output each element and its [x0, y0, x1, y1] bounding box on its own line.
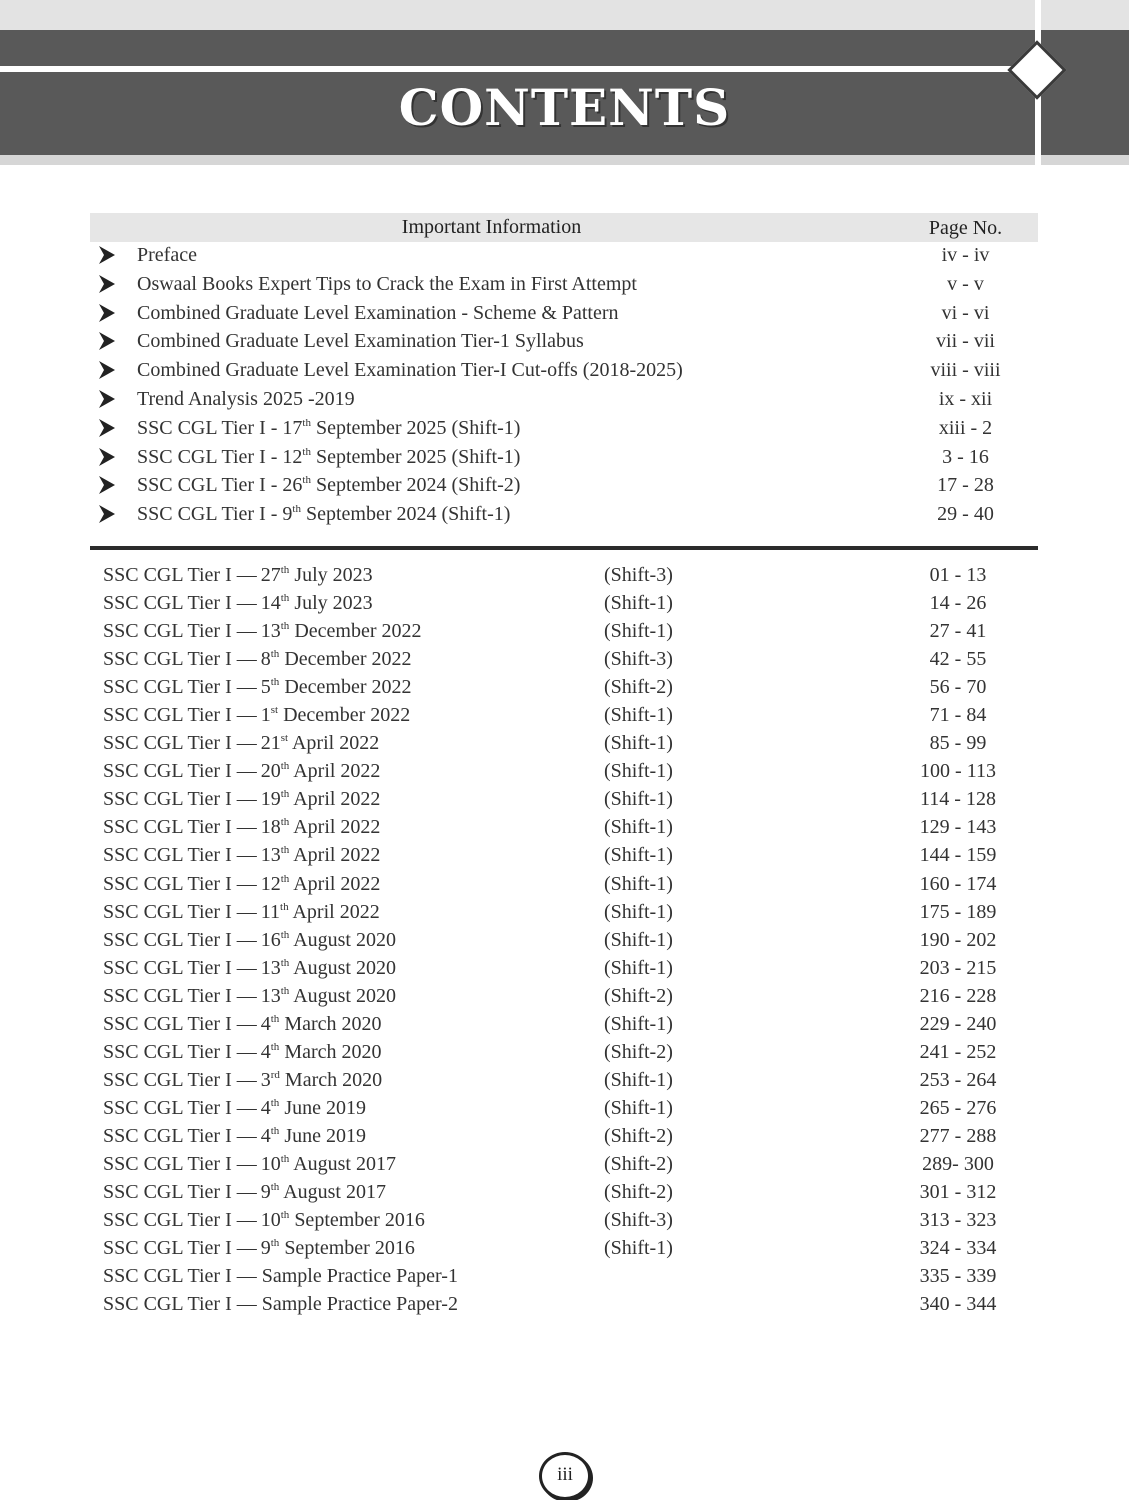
paper-row[interactable]	[90, 815, 1038, 843]
paper-pages: 114 - 128	[920, 788, 996, 811]
paper-row[interactable]	[90, 563, 1038, 591]
paper-shift: (Shift-1)	[604, 928, 673, 951]
ordinal-suffix: th	[280, 956, 290, 969]
paper-day: 4	[260, 1124, 271, 1147]
paper-date	[261, 1237, 415, 1260]
paper-row[interactable]	[90, 1124, 1038, 1152]
info-item-text-post: September 2024 (Shift-2)	[310, 474, 521, 497]
paper-date	[261, 1153, 396, 1176]
ordinal-suffix: th	[270, 676, 280, 689]
ordinal-suffix: th	[280, 592, 290, 605]
paper-title: SSC CGL Tier I —	[103, 1096, 257, 1119]
paper-title: SSC CGL Tier I —	[103, 928, 257, 951]
paper-row[interactable]	[90, 1040, 1038, 1068]
info-item-label	[137, 474, 520, 497]
paper-shift: (Shift-1)	[604, 1012, 673, 1035]
paper-day: 10	[260, 1152, 281, 1175]
paper-title: SSC CGL Tier I —	[103, 900, 257, 923]
paper-title: SSC CGL Tier I —	[103, 1012, 257, 1035]
info-item-pages: vi - vi	[941, 301, 990, 324]
paper-pages: 277 - 288	[919, 1124, 997, 1147]
paper-pages: 27 - 41	[929, 620, 987, 643]
paper-month-year: April 2022	[288, 732, 380, 755]
paper-date	[261, 1181, 386, 1204]
paper-pages: 175 - 189	[919, 900, 997, 923]
info-header-label: Important Information	[401, 216, 582, 238]
paper-month-year: April 2022	[289, 816, 381, 839]
ordinal-suffix: st	[280, 732, 289, 745]
info-item-label	[137, 244, 197, 267]
info-item-pages: 29 - 40	[937, 503, 994, 526]
paper-title: SSC CGL Tier I —	[103, 564, 257, 586]
paper-month-year: September 2016	[289, 1209, 425, 1232]
paper-pages: 241 - 252	[919, 1040, 997, 1063]
paper-shift: (Shift-3)	[604, 648, 673, 671]
info-item-text-post: September 2025 (Shift-1)	[310, 416, 521, 439]
paper-month-year: July 2023	[289, 592, 373, 615]
info-row[interactable]	[90, 358, 1038, 387]
paper-date	[261, 620, 422, 643]
paper-row[interactable]	[90, 1096, 1038, 1124]
paper-day: 27	[260, 564, 281, 586]
info-item-text: Combined Graduate Level Examination - Scheme & Pattern	[137, 301, 619, 324]
paper-day: 20	[260, 760, 281, 783]
paper-month-year: December 2022	[279, 676, 412, 699]
paper-pages: 100 - 113	[920, 760, 996, 783]
paper-month-year: June 2019	[279, 1096, 366, 1119]
paper-row[interactable]	[90, 703, 1038, 731]
arrow-bullet-icon	[98, 474, 116, 496]
paper-month-year: March 2020	[279, 1012, 382, 1035]
header-top-strip	[0, 0, 1129, 30]
info-item-text: Preface	[137, 244, 197, 266]
paper-row[interactable]	[90, 900, 1038, 928]
paper-date	[261, 1013, 382, 1036]
header-base-strip	[0, 155, 1035, 165]
info-item-text-post: September 2025 (Shift-1)	[310, 445, 521, 468]
info-item-text: Oswaal Books Expert Tips to Crack the Exam in First Attempt	[137, 272, 637, 295]
paper-title: SSC CGL Tier I —	[103, 956, 257, 979]
paper-month-year: December 2022	[279, 648, 412, 671]
info-item-text: Combined Graduate Level Examination Tier-I Cut-offs (2018-2025)	[137, 359, 683, 382]
paper-row[interactable]	[90, 647, 1038, 675]
paper-pages: 301 - 312	[919, 1181, 997, 1204]
paper-shift: (Shift-1)	[604, 844, 673, 867]
paper-date	[261, 676, 412, 699]
info-table-header	[90, 213, 1038, 242]
paper-row[interactable]	[90, 1152, 1038, 1180]
info-item-pages: iv - iv	[941, 244, 990, 266]
side-bar-bottom	[1041, 155, 1129, 165]
ordinal-suffix: th	[280, 1152, 290, 1165]
arrow-bullet-icon	[98, 330, 116, 352]
arrow-bullet-icon	[98, 503, 116, 525]
paper-row[interactable]	[90, 759, 1038, 787]
paper-month-year: August 2017	[279, 1181, 386, 1204]
paper-month-year: August 2017	[289, 1152, 396, 1175]
side-bar-top	[1041, 0, 1129, 30]
ordinal-suffix: th	[270, 1181, 280, 1194]
ordinal-suffix: th	[270, 1040, 280, 1053]
paper-pages: 289- 300	[922, 1152, 994, 1175]
paper-month-year: August 2020	[289, 928, 396, 951]
page-number-badge: iii	[539, 1452, 591, 1500]
arrow-bullet-icon	[98, 417, 116, 439]
arrow-bullet-icon	[98, 302, 116, 324]
paper-pages: 14 - 26	[929, 592, 987, 615]
info-item-label	[137, 302, 619, 325]
paper-day: 3	[260, 1068, 271, 1091]
paper-day: 16	[260, 928, 281, 951]
paper-month-year: April 2022	[289, 788, 381, 811]
paper-day: 4	[260, 1040, 271, 1063]
info-row[interactable]	[90, 272, 1038, 301]
paper-row[interactable]	[90, 787, 1038, 815]
paper-date	[261, 1041, 382, 1064]
paper-day: 9	[260, 1237, 271, 1260]
info-item-text-pre: SSC CGL Tier I - 26	[137, 474, 303, 497]
paper-title: SSC CGL Tier I —	[103, 1068, 257, 1091]
paper-title: SSC CGL Tier I —	[103, 592, 257, 615]
paper-title: SSC CGL Tier I —	[103, 704, 257, 727]
paper-title: SSC CGL Tier I —	[103, 816, 257, 839]
paper-day: 11	[260, 900, 281, 923]
paper-title: SSC CGL Tier I —	[103, 1181, 257, 1204]
ordinal-suffix: th	[270, 1096, 280, 1109]
paper-day: 21	[260, 732, 281, 755]
info-row[interactable]	[90, 502, 1038, 531]
info-item-text: Combined Graduate Level Examination Tier-1 Syllabus	[137, 330, 584, 353]
paper-row[interactable]	[90, 872, 1038, 900]
ordinal-suffix: th	[280, 1209, 290, 1222]
paper-row[interactable]	[90, 1236, 1038, 1264]
paper-pages: 340 - 344	[919, 1293, 997, 1316]
info-item-label	[137, 417, 520, 440]
arrow-bullet-icon	[98, 244, 116, 266]
ordinal-suffix: th	[302, 445, 311, 458]
paper-month-year: June 2019	[279, 1124, 366, 1147]
paper-pages: 190 - 202	[919, 928, 997, 951]
paper-row[interactable]	[90, 1068, 1038, 1096]
paper-title: SSC CGL Tier I —	[103, 844, 257, 867]
ordinal-suffix: rd	[270, 1068, 280, 1081]
paper-date	[261, 564, 373, 587]
paper-date	[261, 1125, 366, 1148]
paper-date	[261, 788, 381, 811]
paper-row[interactable]	[90, 843, 1038, 871]
paper-title: SSC CGL Tier I —	[103, 676, 257, 699]
arrow-bullet-icon	[98, 388, 116, 410]
paper-shift: (Shift-1)	[604, 956, 673, 979]
arrow-bullet-icon	[98, 446, 116, 468]
header-white-line	[0, 66, 1035, 72]
paper-day: 4	[260, 1096, 271, 1119]
info-item-label	[137, 446, 520, 469]
info-row[interactable]	[90, 416, 1038, 445]
paper-pages: 335 - 339	[919, 1265, 997, 1288]
info-row[interactable]	[90, 301, 1038, 330]
info-list	[90, 243, 1038, 531]
info-item-text-pre: SSC CGL Tier I - 17	[137, 416, 303, 439]
paper-row[interactable]	[90, 619, 1038, 647]
paper-shift: (Shift-1)	[604, 872, 673, 895]
paper-pages: 56 - 70	[929, 676, 987, 699]
paper-month-year: December 2022	[278, 704, 411, 727]
paper-day: 1	[260, 704, 271, 727]
paper-pages: 160 - 174	[919, 872, 997, 895]
paper-row[interactable]	[90, 591, 1038, 619]
paper-pages: 42 - 55	[929, 648, 987, 671]
paper-title: SSC CGL Tier I —	[103, 620, 257, 643]
paper-shift: (Shift-3)	[604, 564, 673, 586]
ordinal-suffix: th	[270, 1012, 280, 1025]
paper-day: 10	[260, 1209, 281, 1232]
paper-pages: 216 - 228	[919, 984, 997, 1007]
paper-date	[261, 704, 411, 727]
ordinal-suffix: th	[280, 900, 289, 913]
ordinal-suffix: th	[280, 844, 290, 857]
paper-month-year: March 2020	[279, 1068, 383, 1091]
paper-month-year: August 2020	[289, 984, 396, 1007]
info-item-pages: v - v	[947, 272, 984, 295]
paper-shift: (Shift-2)	[604, 1181, 673, 1204]
paper-date	[261, 985, 396, 1008]
paper-title: SSC CGL Tier I —	[103, 1124, 257, 1147]
paper-date	[261, 1097, 366, 1120]
paper-shift: (Shift-3)	[604, 1209, 673, 1232]
paper-title: SSC CGL Tier I —	[103, 760, 257, 783]
paper-day: 14	[260, 592, 281, 615]
paper-pages: 129 - 143	[919, 816, 997, 839]
info-item-label	[137, 330, 584, 353]
arrow-bullet-icon	[98, 273, 116, 295]
ordinal-suffix: th	[270, 648, 280, 661]
ordinal-suffix: th	[280, 816, 290, 829]
paper-day: 12	[260, 872, 281, 895]
info-item-text-pre: SSC CGL Tier I - 12	[137, 445, 303, 468]
paper-pages: 01 - 13	[929, 564, 987, 586]
info-item-label	[137, 388, 355, 411]
paper-pages: 144 - 159	[919, 844, 997, 867]
paper-month-year: December 2022	[289, 620, 422, 643]
paper-title: SSC CGL Tier I —	[103, 788, 257, 811]
ordinal-suffix: th	[280, 760, 290, 773]
info-item-pages: vii - vii	[936, 330, 995, 353]
info-row[interactable]	[90, 473, 1038, 502]
paper-shift: (Shift-1)	[604, 704, 673, 727]
paper-shift: (Shift-1)	[604, 732, 673, 755]
paper-title: SSC CGL Tier I —	[103, 1040, 257, 1063]
paper-pages: 203 - 215	[919, 956, 997, 979]
paper-title: SSC CGL Tier I —	[103, 872, 257, 895]
paper-shift: (Shift-2)	[604, 1152, 673, 1175]
info-item-pages: viii - viii	[930, 359, 1001, 382]
paper-date	[261, 929, 396, 952]
paper-title: SSC CGL Tier I —	[103, 648, 257, 671]
info-item-pages: ix - xii	[938, 387, 993, 410]
page-title: CONTENTS	[398, 78, 731, 137]
info-item-text: Trend Analysis 2025 -2019	[137, 387, 355, 410]
paper-pages: 71 - 84	[929, 704, 987, 727]
paper-date	[261, 873, 381, 896]
paper-month-year: April 2022	[288, 900, 380, 923]
ordinal-suffix: th	[270, 1237, 280, 1250]
paper-shift: (Shift-1)	[604, 760, 673, 783]
info-row[interactable]	[90, 243, 1038, 272]
paper-shift: (Shift-2)	[604, 984, 673, 1007]
paper-row[interactable]	[90, 1180, 1038, 1208]
paper-shift: (Shift-1)	[604, 1237, 673, 1260]
paper-month-year: July 2023	[289, 564, 373, 586]
paper-shift: (Shift-2)	[604, 676, 673, 699]
paper-pages: 229 - 240	[919, 1012, 997, 1035]
paper-pages: 313 - 323	[919, 1209, 997, 1232]
paper-shift: (Shift-2)	[604, 1040, 673, 1063]
paper-row[interactable]	[90, 928, 1038, 956]
ordinal-suffix: th	[280, 984, 290, 997]
paper-month-year: April 2022	[289, 760, 381, 783]
info-item-text-pre: SSC CGL Tier I - 9	[137, 503, 293, 526]
info-item-text-post: September 2024 (Shift-1)	[300, 503, 511, 526]
ordinal-suffix: th	[280, 788, 290, 801]
paper-title: SSC CGL Tier I — Sample Practice Paper-2	[103, 1293, 458, 1316]
paper-pages: 253 - 264	[919, 1068, 997, 1091]
paper-shift: (Shift-2)	[604, 1124, 673, 1147]
paper-shift: (Shift-1)	[604, 900, 673, 923]
paper-title: SSC CGL Tier I —	[103, 1209, 257, 1232]
paper-row[interactable]	[90, 956, 1038, 984]
paper-row[interactable]	[90, 1208, 1038, 1236]
ordinal-suffix: th	[280, 928, 290, 941]
arrow-bullet-icon	[98, 359, 116, 381]
paper-shift: (Shift-1)	[604, 620, 673, 643]
paper-day: 13	[260, 620, 281, 643]
paper-row[interactable]	[90, 1292, 1038, 1320]
paper-day: 13	[260, 984, 281, 1007]
info-item-label	[137, 503, 510, 526]
paper-date	[261, 1069, 382, 1092]
paper-date	[261, 844, 381, 867]
paper-title: SSC CGL Tier I — Sample Practice Paper-1	[103, 1265, 458, 1288]
paper-title: SSC CGL Tier I —	[103, 984, 257, 1007]
paper-date	[261, 592, 373, 615]
info-item-label	[137, 359, 683, 382]
info-row[interactable]	[90, 387, 1038, 416]
ordinal-suffix: th	[280, 872, 290, 885]
paper-shift: (Shift-1)	[604, 816, 673, 839]
paper-row[interactable]	[90, 1264, 1038, 1292]
paper-date	[261, 732, 379, 755]
paper-month-year: March 2020	[279, 1040, 382, 1063]
ordinal-suffix: th	[302, 416, 311, 429]
paper-date	[261, 901, 380, 924]
paper-date	[261, 648, 412, 671]
info-item-label	[137, 273, 637, 296]
info-row[interactable]	[90, 445, 1038, 474]
paper-date	[261, 816, 381, 839]
paper-row[interactable]	[90, 1012, 1038, 1040]
paper-row[interactable]	[90, 731, 1038, 759]
ordinal-suffix: th	[270, 1124, 280, 1137]
paper-day: 13	[260, 956, 281, 979]
paper-row[interactable]	[90, 675, 1038, 703]
paper-row[interactable]	[90, 984, 1038, 1012]
paper-shift: (Shift-1)	[604, 1068, 673, 1091]
paper-date	[261, 1209, 425, 1232]
paper-day: 4	[260, 1012, 271, 1035]
paper-day: 18	[260, 816, 281, 839]
paper-day: 19	[260, 788, 281, 811]
paper-pages: 324 - 334	[919, 1237, 997, 1260]
paper-pages: 265 - 276	[919, 1096, 997, 1119]
paper-list	[90, 563, 1038, 1320]
info-header-pages: Page No.	[928, 217, 1003, 239]
ordinal-suffix: st	[270, 704, 279, 717]
ordinal-suffix: th	[280, 620, 290, 633]
section-divider	[90, 546, 1038, 550]
paper-shift: (Shift-1)	[604, 788, 673, 811]
paper-month-year: September 2016	[279, 1237, 415, 1260]
paper-day: 9	[260, 1181, 271, 1204]
paper-shift: (Shift-1)	[604, 592, 673, 615]
paper-date	[261, 957, 396, 980]
paper-month-year: August 2020	[289, 956, 396, 979]
paper-title: SSC CGL Tier I —	[103, 732, 257, 755]
ordinal-suffix: th	[302, 474, 311, 487]
ordinal-suffix: th	[280, 564, 290, 576]
paper-title: SSC CGL Tier I —	[103, 1152, 257, 1175]
paper-date	[261, 760, 381, 783]
info-item-pages: xiii - 2	[938, 416, 993, 439]
paper-day: 8	[260, 648, 271, 671]
info-row[interactable]	[90, 329, 1038, 358]
paper-month-year: April 2022	[289, 872, 381, 895]
paper-title: SSC CGL Tier I —	[103, 1237, 257, 1260]
info-item-pages: 3 - 16	[942, 445, 989, 468]
paper-pages: 85 - 99	[929, 732, 987, 755]
paper-shift: (Shift-1)	[604, 1096, 673, 1119]
paper-month-year: April 2022	[289, 844, 381, 867]
paper-day: 5	[260, 676, 271, 699]
ordinal-suffix: th	[292, 503, 301, 516]
info-item-pages: 17 - 28	[937, 474, 994, 497]
paper-day: 13	[260, 844, 281, 867]
